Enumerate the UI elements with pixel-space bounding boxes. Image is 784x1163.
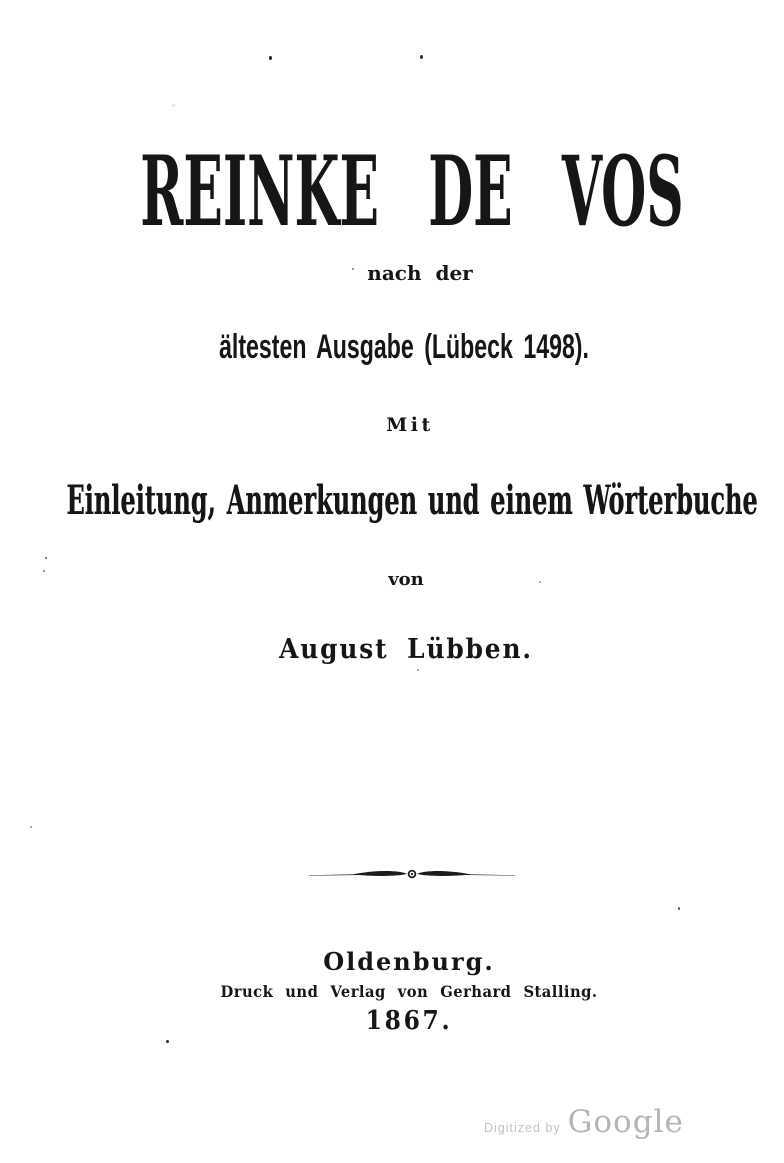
- author-name: August Lübben.: [279, 634, 533, 665]
- scan-speck: [352, 268, 354, 270]
- imprint-publisher: Druck und Verlag von Gerhard Stalling.: [220, 982, 598, 1001]
- scan-speck: [43, 570, 45, 572]
- contents-blackletter-line: Einleitung, Anmerkungen und einem Wörterbuche: [66, 477, 758, 524]
- edition-line: ältesten Ausgabe (Lübeck 1498).: [219, 328, 589, 366]
- scan-speck: [30, 826, 32, 828]
- mit-line: Mit: [386, 414, 434, 436]
- subtitle-nach-der: nach der: [367, 261, 473, 285]
- scan-speck: [172, 104, 175, 107]
- scan-speck: [539, 581, 541, 583]
- divider-ornament-icon: [307, 865, 517, 883]
- scan-speck: [166, 1040, 169, 1043]
- google-watermark: [484, 1104, 684, 1140]
- von-line: von: [388, 569, 424, 590]
- scan-speck: [269, 56, 272, 60]
- digitized-by-label: Digitized by: [484, 1121, 561, 1135]
- book-title: REINKE DE VOS: [140, 135, 684, 248]
- scan-speck: [420, 55, 423, 59]
- google-logo: Google: [567, 1104, 684, 1140]
- imprint-year: 1867.: [365, 1006, 453, 1036]
- scan-speck: [417, 669, 419, 671]
- imprint-city: Oldenburg.: [323, 947, 495, 976]
- scan-speck: [45, 557, 47, 559]
- scan-speck: [678, 907, 680, 910]
